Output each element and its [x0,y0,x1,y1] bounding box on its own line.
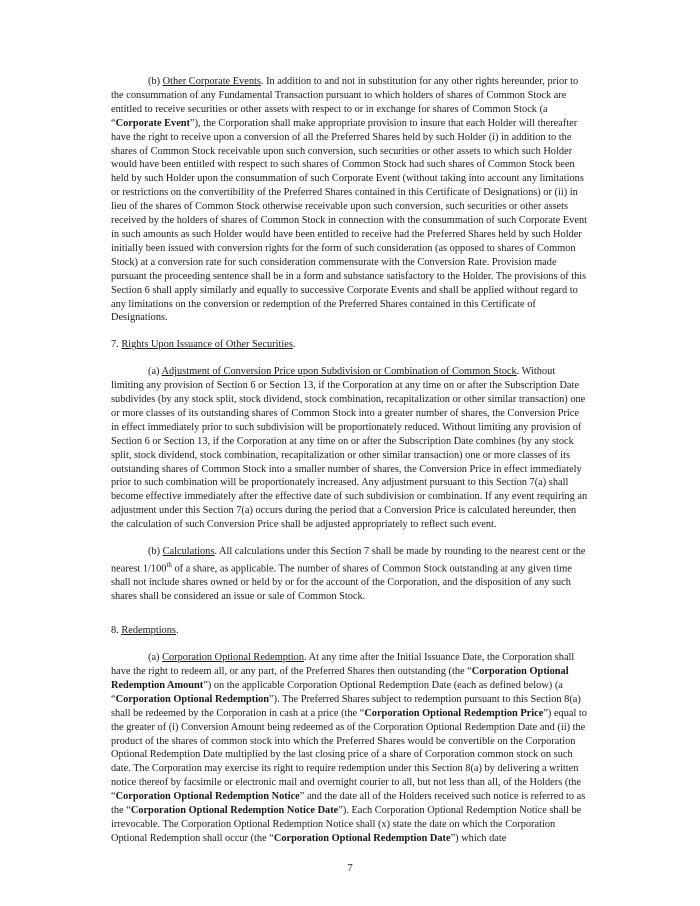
paragraph-text: ”) equal to the greater of (i) Conversion Amount being redeemed as of the Corporation Optional Redemption Date and (ii) the product of the shares of common stock into which the Preferred Shares would be convertible on the Corporation Optional Redemption Date multiplied by the last closing price of a share of Corporation common stock on such date. The Corporation may exercise its right to require redemption under this Section 8(a) by delivering a written notice thereof by facsimile or electronic mail and overnight courier to all, but not less than all, of the Holders (the “ [111,707,587,803]
paragraph-text: . At any time after the Initial Issuance Date, the Corporation shall have the right to redeem all, or any part, of the Preferred Shares then outstanding (the “ [111,652,575,677]
section-number: 7. [111,339,122,351]
paragraph-text: ”) on the applicable Corporation Optional Redemption Date (each as defined below) (a “ [111,679,563,705]
defined-term: Corporation Optional Redemption [115,693,270,705]
section-title: Redemptions [121,625,176,637]
paragraph-6b [111,75,589,325]
paragraph-7b [111,545,589,604]
paragraph-text: ”) which date [450,832,507,844]
paragraph-8a [111,651,589,846]
section-punctuation: . [175,625,179,637]
defined-term: Corporation Optional Redemption Date [273,832,451,844]
paragraph-text: . Without limiting any provision of Section 6 or Section 13, if the Corporation at any time on or after the Subscription Date subdivides (by any stock split, stock dividend, stock combination, recapitalization or other similar transaction) one or more classes of its outstanding shares of Common Stock into a greater number of shares, the Conversion Price in effect immediately prior to such subdivision will be proportionately reduced. Without limiting any provision of Section 6 or Section 13, if the Corporation at any time on or after the Subscription Date combines (by any stock split, stock dividend, stock combination, recapitalization or other similar transaction) one or more classes of its outstanding shares of Common Stock into a smaller number of shares, the Conversion Price in effect immediately prior to such combination will be proportionately increased. Any adjustment pursuant to this Section 7(a) shall become effective immediately after the effective date of such subdivision or combination. If any event requiring an adjustment under this Section 7(a) occurs during the period that a Conversion Price is calculated hereunder, then the calculation of such Conversion Price shall be adjusted appropriately to reflect such event. [111,366,588,531]
paragraph-text: ”). Each Corporation Optional Redemption Notice shall be irrevocable. The Corporation Optional Redemption Notice shall (x) state the date on which the Corporation Optional Redemption shall occur (the “ [111,805,582,844]
defined-term: Corporate Event [115,117,190,129]
section-heading: Adjustment of Conversion Price upon Subdivision or Combination of Common Stock [161,366,517,378]
section-heading: Corporation Optional Redemption [162,652,304,664]
paragraph-label: (a) [148,366,162,378]
page-body [111,75,589,846]
paragraph-text: ” and the date all of the Holders received such notice is referred to as the “ [111,791,586,817]
section-number: 8. [111,625,122,637]
paragraph-label: (a) [148,652,163,664]
defined-term: Corporation Optional Redemption Notice Date [130,805,339,817]
defined-term: Corporation Optional Redemption Price [364,707,544,719]
section-7-heading [111,338,589,352]
defined-term: Corporation Optional Redemption Notice [115,791,300,803]
defined-term: Corporation Optional Redemption Amount [111,665,569,691]
section-heading: Calculations [162,546,215,558]
paragraph-text: ”), the Corporation shall make appropriate provision to insure that each Holder will thereafter have the right to receive upon a conversion of all the Preferred Shares held by such Holder (i) in addition to the shares of Common Stock receivable upon such conversion, such securities or other assets to which such Holder would have been entitled with respect to such shares of Common Stock had such shares of Common Stock been held by such Holder upon the consummation of such Corporate Event (without taking into account any limitations or restrictions on the convertibility of the Preferred Shares contained in this Certificate of Designations) or (ii) in lieu of the shares of Common Stock otherwise receivable upon such conversion, such securities or other assets received by the holders of shares of Common Stock in connection with the consummation of such Corporate Event in such amounts as such Holder would have been entitled to receive had the Preferred Shares held by such Holder initially been issued with conversion rights for the form of such consideration (as opposed to shares of Common Stock) at a conversion rate for such consideration commensurate with the Conversion Rate. Provision made pursuant the proceeding sentence shall be in a form and substance satisfactory to the Holder. The provisions of this Section 6 shall apply similarly and equally to successive Corporate Events and shall be applied without regard to any limitations on the conversion or redemption of the Preferred Shares contained in this Certificate of Designations. [111,117,587,324]
paragraph-7a [111,365,589,532]
paragraph-label: (b) [148,76,163,87]
section-heading: Other Corporate Events [162,76,261,87]
paragraph-label: (b) [148,546,163,558]
paragraph-text: . All calculations under this Section 7 shall be made by rounding to the nearest cent or the nearest 1/100 [111,546,586,575]
page-number: 7 [347,862,353,874]
paragraph-text: ”). The Preferred Shares subject to redemption pursuant to this Section 8(a) shall be redeemed by the Corporation in cash at a price (the “ [111,693,581,719]
section-title: Rights Upon Issuance of Other Securities [121,339,293,351]
superscript: th [166,561,172,569]
paragraph-text: of a share, as applicable. The number of shares of Common Stock outstanding at any given time shall not include shares owned or held by or for the account of the Corporation, and the disposition of any such shares shall be considered an issue or sale of Common Stock. [111,563,572,603]
section-8-heading [111,624,589,638]
section-punctuation: . [292,339,296,351]
paragraph-text: . In addition to and not in substitution for any other rights hereunder, prior to the consummation of any Fundamental Transaction pursuant to which holders of shares of Common Stock are entitled to receive securities or other assets with respect to or in exchange for shares of Common Stock (a “ [111,76,579,129]
